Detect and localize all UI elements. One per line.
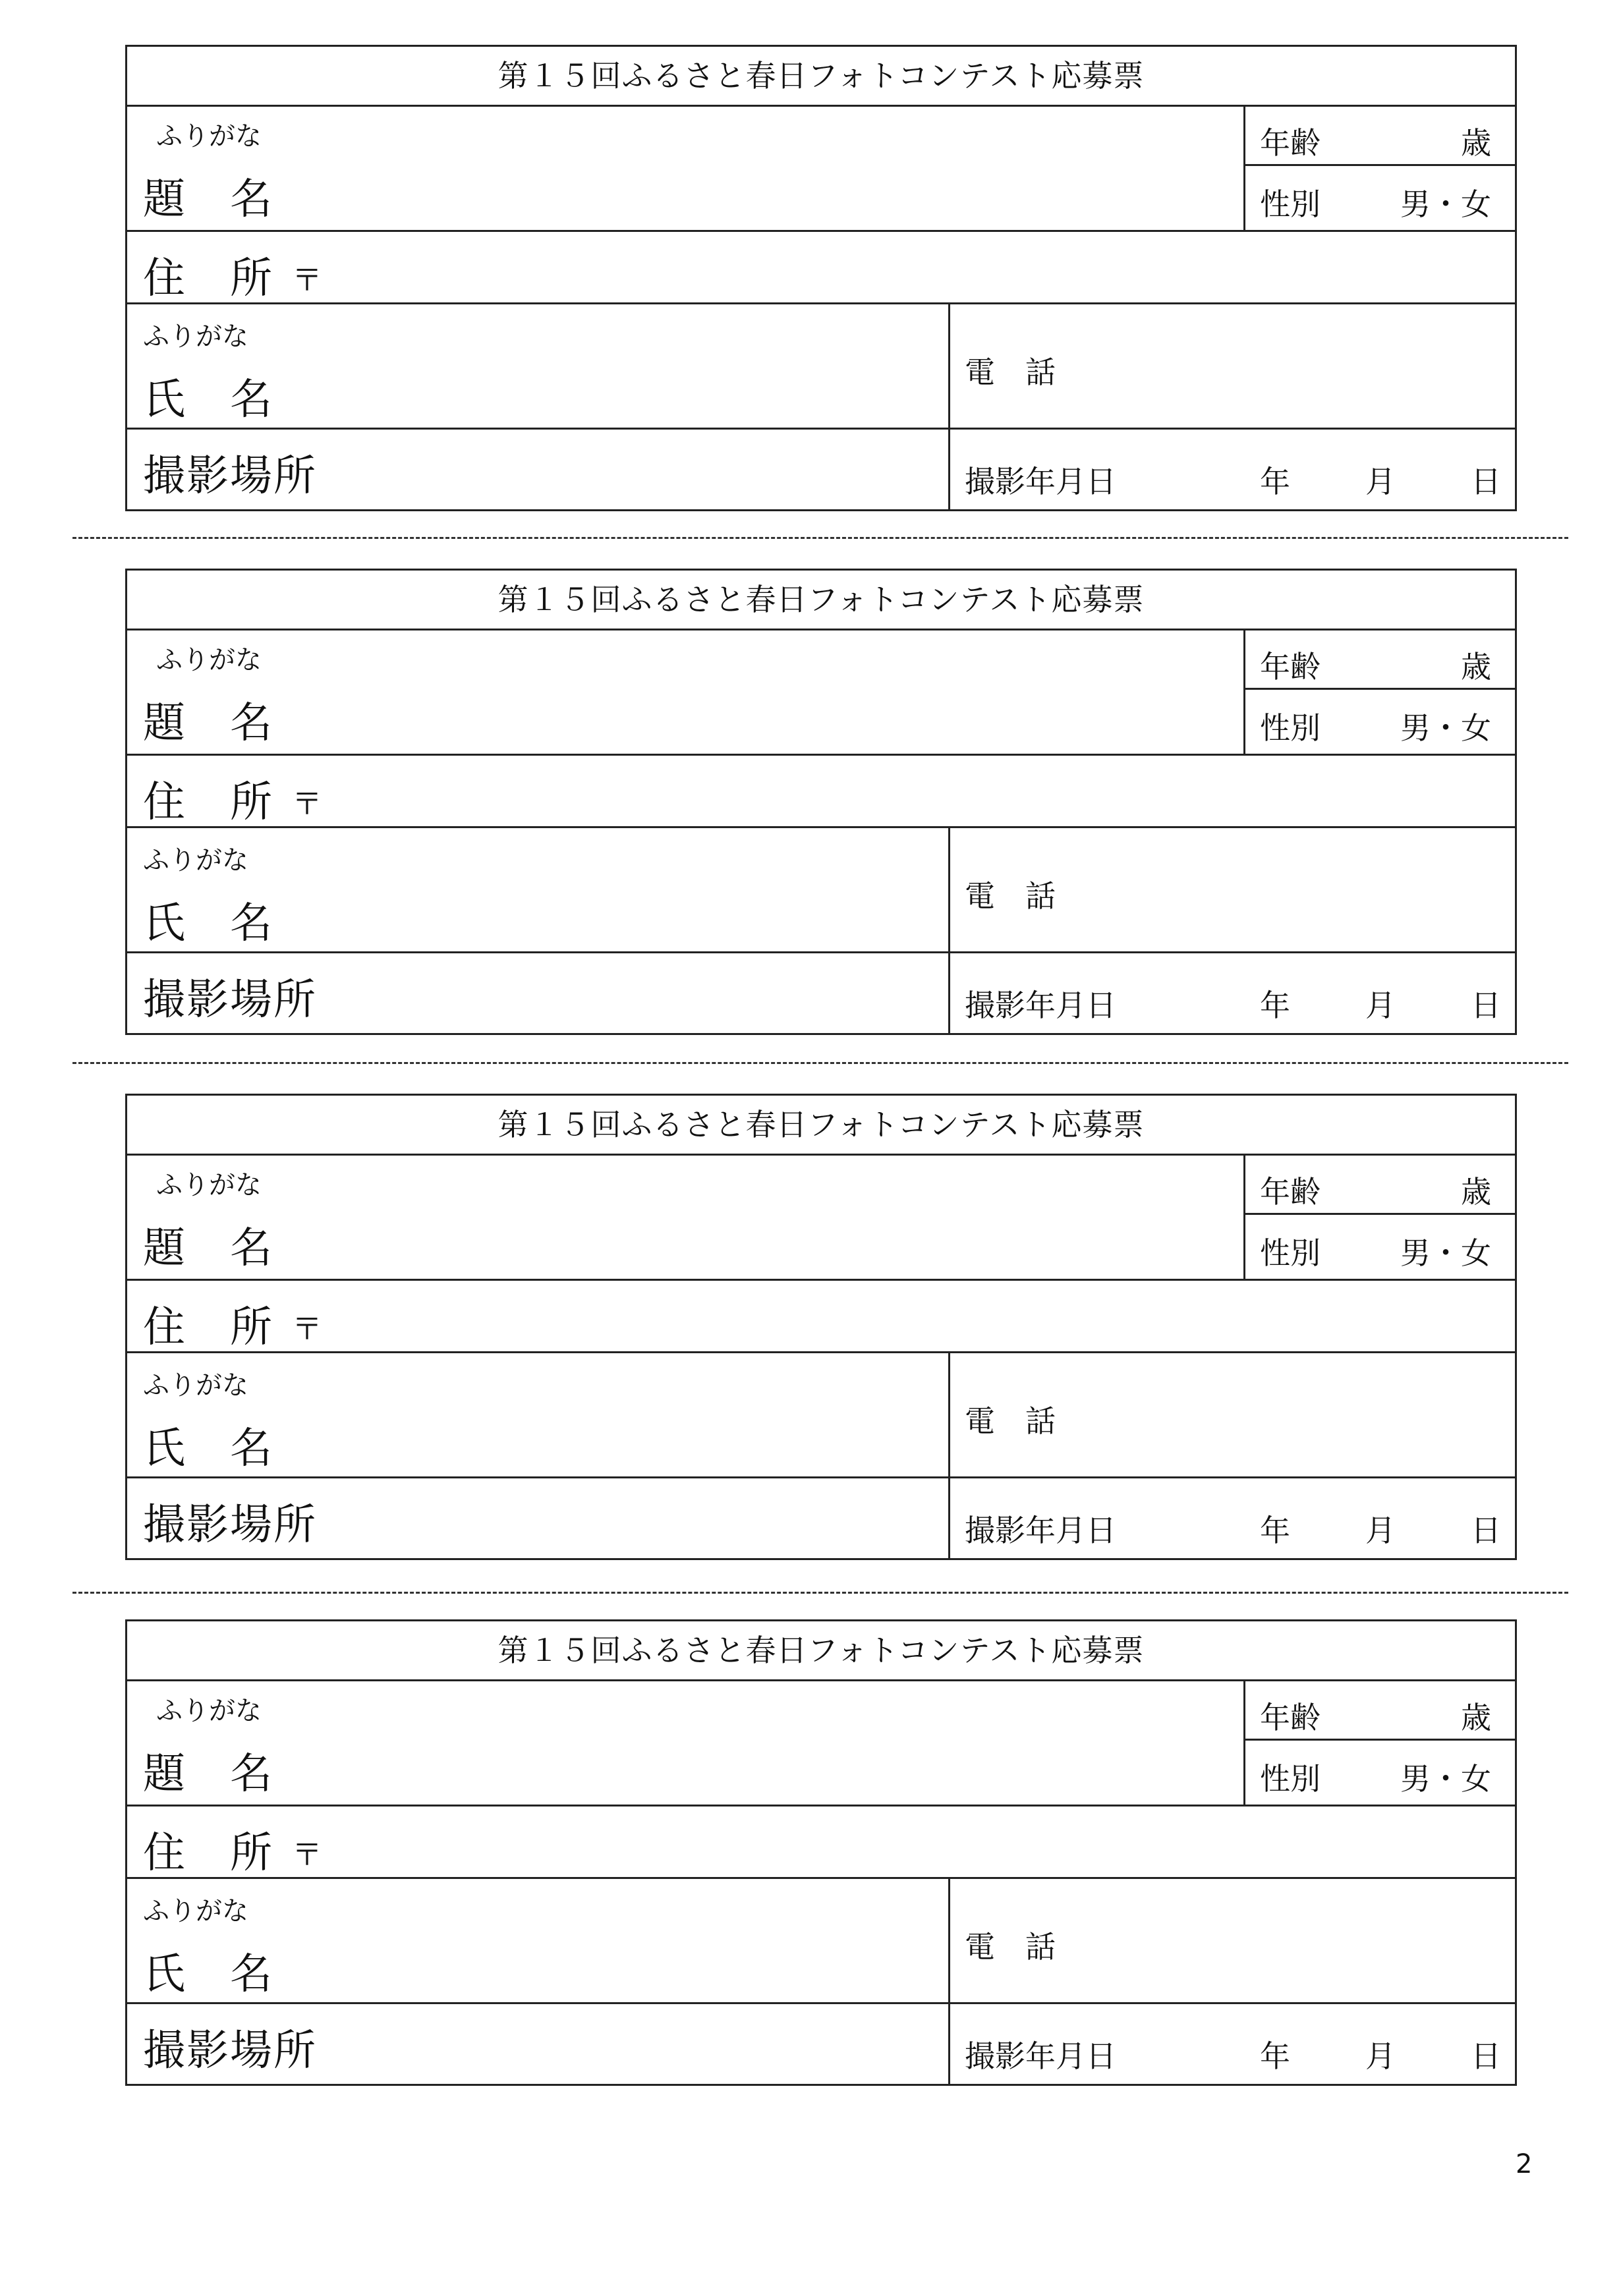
date-field[interactable] — [950, 2002, 1515, 2084]
month-label: 月 — [1365, 1513, 1396, 1548]
gender-field[interactable] — [1245, 690, 1515, 754]
name-label: 氏 名 — [143, 1950, 273, 1999]
month-label: 月 — [1365, 2038, 1396, 2074]
age-label: 年齢 — [1260, 1174, 1321, 1210]
title-field[interactable] — [127, 1154, 1245, 1279]
name-furigana-label: ふりがな — [143, 845, 248, 876]
cut-line — [72, 1062, 1568, 1064]
gender-options: 男・女 — [1400, 186, 1491, 222]
day-label: 日 — [1471, 2038, 1501, 2074]
form-title: 第１５回ふるさと春日フォトコンテスト応募票 — [127, 571, 1515, 630]
year-label: 年 — [1260, 1513, 1290, 1548]
address-field[interactable] — [127, 1279, 1515, 1353]
entry-form-3 — [125, 1094, 1517, 1560]
address-field[interactable] — [127, 230, 1515, 304]
address-label: 住 所 — [143, 254, 273, 303]
phone-field[interactable] — [950, 302, 1515, 428]
title-furigana-label: ふりがな — [156, 121, 262, 152]
day-label: 日 — [1471, 464, 1501, 499]
age-field[interactable] — [1245, 105, 1515, 166]
location-label: 撮影場所 — [143, 452, 317, 501]
title-furigana-label: ふりがな — [156, 1170, 262, 1200]
name-label: 氏 名 — [143, 1424, 273, 1473]
age-label: 年齢 — [1260, 649, 1321, 685]
address-field[interactable] — [127, 1805, 1515, 1879]
gender-label: 性別 — [1260, 710, 1321, 746]
year-label: 年 — [1260, 2038, 1290, 2074]
phone-label: 電 話 — [965, 878, 1056, 914]
name-field[interactable] — [127, 826, 950, 951]
location-field[interactable] — [127, 2002, 950, 2084]
date-field[interactable] — [950, 428, 1515, 509]
date-field[interactable] — [950, 951, 1515, 1033]
gender-label: 性別 — [1260, 1235, 1321, 1271]
form-title: 第１５回ふるさと春日フォトコンテスト応募票 — [127, 1096, 1515, 1156]
address-label: 住 所 — [143, 1829, 273, 1878]
month-label: 月 — [1365, 988, 1396, 1023]
gender-field[interactable] — [1245, 166, 1515, 230]
entry-form-2 — [125, 569, 1517, 1035]
age-unit: 歳 — [1461, 125, 1491, 161]
day-label: 日 — [1471, 988, 1501, 1023]
phone-label: 電 話 — [965, 354, 1056, 390]
date-label: 撮影年月日 — [965, 464, 1116, 499]
location-label: 撮影場所 — [143, 976, 317, 1024]
title-field[interactable] — [127, 629, 1245, 754]
age-field[interactable] — [1245, 1154, 1515, 1215]
day-label: 日 — [1471, 1513, 1501, 1548]
cut-line — [72, 1592, 1568, 1594]
postal-mark: 〒 — [292, 262, 322, 298]
gender-field[interactable] — [1245, 1215, 1515, 1279]
title-field[interactable] — [127, 1679, 1245, 1805]
date-field[interactable] — [950, 1476, 1515, 1558]
form-title: 第１５回ふるさと春日フォトコンテスト応募票 — [127, 47, 1515, 107]
name-field[interactable] — [127, 1351, 950, 1476]
name-field[interactable] — [127, 302, 950, 428]
address-label: 住 所 — [143, 1303, 273, 1352]
gender-options: 男・女 — [1400, 1761, 1491, 1797]
month-label: 月 — [1365, 464, 1396, 499]
date-label: 撮影年月日 — [965, 2038, 1116, 2074]
name-furigana-label: ふりがな — [143, 1896, 248, 1926]
postal-mark: 〒 — [292, 786, 322, 822]
form-title: 第１５回ふるさと春日フォトコンテスト応募票 — [127, 1621, 1515, 1681]
gender-options: 男・女 — [1400, 710, 1491, 746]
gender-options: 男・女 — [1400, 1235, 1491, 1271]
name-furigana-label: ふりがな — [143, 1370, 248, 1401]
phone-field[interactable] — [950, 1351, 1515, 1476]
title-field[interactable] — [127, 105, 1245, 230]
phone-field[interactable] — [950, 1877, 1515, 2002]
postal-mark: 〒 — [292, 1311, 322, 1347]
name-label: 氏 名 — [143, 376, 273, 424]
title-label: 題 名 — [143, 1750, 273, 1799]
cut-line — [72, 537, 1568, 539]
address-label: 住 所 — [143, 778, 273, 827]
age-field[interactable] — [1245, 1679, 1515, 1741]
location-label: 撮影場所 — [143, 1501, 317, 1550]
date-label: 撮影年月日 — [965, 988, 1116, 1023]
age-field[interactable] — [1245, 629, 1515, 690]
page-number: 2 — [1516, 2149, 1533, 2179]
title-furigana-label: ふりがな — [156, 1696, 262, 1726]
entry-form-4 — [125, 1619, 1517, 2086]
phone-field[interactable] — [950, 826, 1515, 951]
age-label: 年齢 — [1260, 1700, 1321, 1735]
name-furigana-label: ふりがな — [143, 322, 248, 352]
title-label: 題 名 — [143, 699, 273, 748]
postal-mark: 〒 — [292, 1837, 322, 1872]
entry-form-1 — [125, 45, 1517, 511]
year-label: 年 — [1260, 988, 1290, 1023]
age-unit: 歳 — [1461, 649, 1491, 685]
age-unit: 歳 — [1461, 1700, 1491, 1735]
date-label: 撮影年月日 — [965, 1513, 1116, 1548]
phone-label: 電 話 — [965, 1403, 1056, 1439]
title-label: 題 名 — [143, 175, 273, 224]
gender-label: 性別 — [1260, 1761, 1321, 1797]
age-unit: 歳 — [1461, 1174, 1491, 1210]
name-field[interactable] — [127, 1877, 950, 2002]
location-field[interactable] — [127, 951, 950, 1033]
address-field[interactable] — [127, 754, 1515, 828]
age-label: 年齢 — [1260, 125, 1321, 161]
location-field[interactable] — [127, 428, 950, 509]
gender-field[interactable] — [1245, 1741, 1515, 1805]
gender-label: 性別 — [1260, 186, 1321, 222]
title-furigana-label: ふりがな — [156, 645, 262, 675]
location-field[interactable] — [127, 1476, 950, 1558]
name-label: 氏 名 — [143, 899, 273, 948]
year-label: 年 — [1260, 464, 1290, 499]
location-label: 撮影場所 — [143, 2027, 317, 2075]
title-label: 題 名 — [143, 1224, 273, 1273]
phone-label: 電 話 — [965, 1929, 1056, 1965]
